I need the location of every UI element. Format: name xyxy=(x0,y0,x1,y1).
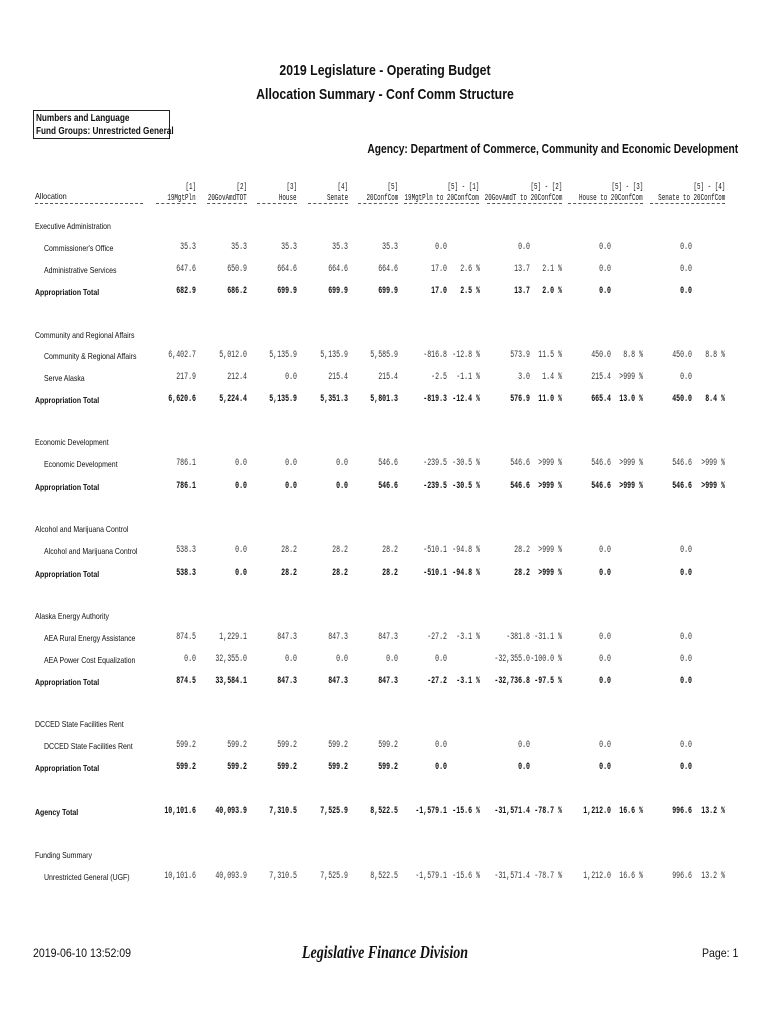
allocation-row-label: Unrestricted General (UGF) xyxy=(44,872,130,882)
table-cell: 699.9 xyxy=(378,286,398,297)
table-cell: 0.0 xyxy=(599,654,611,665)
filter-numbers-language: Numbers and Language xyxy=(36,113,130,124)
table-cell: 546.6 xyxy=(672,458,692,469)
table-cell: -100.0 % xyxy=(530,654,562,665)
table-cell: 546.6 xyxy=(378,481,398,492)
allocation-row-label: Serve Alaska xyxy=(44,373,85,383)
table-cell: 10,101.6 xyxy=(164,871,196,882)
table-cell: 647.6 xyxy=(176,264,196,275)
table-cell: 40,093.9 xyxy=(215,871,247,882)
table-cell: 13.2 % xyxy=(701,806,725,817)
table-cell: 0.0 xyxy=(386,654,398,665)
table-cell: 16.6 % xyxy=(619,806,643,817)
table-cell: 450.0 xyxy=(672,394,692,405)
filter-fund-groups: Fund Groups: Unrestricted General xyxy=(36,126,174,137)
table-cell: 35.3 xyxy=(382,242,398,253)
table-cell: -816.8 xyxy=(423,350,447,361)
table-cell: 35.3 xyxy=(332,242,348,253)
table-cell: 0.0 xyxy=(235,568,247,579)
table-cell: -30.5 % xyxy=(452,458,480,469)
table-cell: -27.2 xyxy=(427,632,447,643)
table-cell: -510.1 xyxy=(423,545,447,556)
table-cell: -30.5 % xyxy=(452,481,480,492)
table-cell: 5,351.3 xyxy=(320,394,348,405)
table-cell: 0.0 xyxy=(435,654,447,665)
page-number: Page: 1 xyxy=(701,946,738,960)
table-cell: 847.3 xyxy=(378,632,398,643)
column-header-name: 20GovAmdT to 20ConfCom xyxy=(484,192,562,203)
table-cell: 0.0 xyxy=(518,740,530,751)
table-cell: 13.7 xyxy=(514,264,530,275)
table-cell: 573.9 xyxy=(510,350,530,361)
table-cell: 0.0 xyxy=(599,286,611,297)
table-cell: 650.9 xyxy=(227,264,247,275)
table-cell: -31,571.4 xyxy=(494,871,530,882)
table-cell: 13.0 % xyxy=(619,394,643,405)
allocation-row-label: DCCED State Facilities Rent xyxy=(44,741,133,751)
report-subtitle: Allocation Summary - Conf Comm Structure xyxy=(256,86,514,103)
allocation-column-header: Allocation xyxy=(35,191,67,201)
table-cell: 8.8 % xyxy=(623,350,643,361)
table-cell: -1,579.1 xyxy=(415,871,447,882)
section-heading: Executive Administration xyxy=(35,221,111,231)
table-cell: 212.4 xyxy=(227,372,247,383)
table-cell: 0.0 xyxy=(599,545,611,556)
table-cell: 599.2 xyxy=(277,740,297,751)
table-cell: 664.6 xyxy=(277,264,297,275)
table-cell: 28.2 xyxy=(514,545,530,556)
table-cell: -239.5 xyxy=(423,481,447,492)
table-cell: 0.0 xyxy=(680,545,692,556)
column-header-number: [5] - [1] xyxy=(447,181,479,192)
table-cell: 215.4 xyxy=(591,372,611,383)
table-cell: 5,135.9 xyxy=(320,350,348,361)
table-cell: 6,620.6 xyxy=(168,394,196,405)
column-header-name: 19MgtPln to 20ConfCom xyxy=(404,192,479,203)
table-cell: 11.5 % xyxy=(538,350,562,361)
table-cell: 0.0 xyxy=(235,481,247,492)
table-cell: 0.0 xyxy=(680,654,692,665)
table-cell: 7,525.9 xyxy=(320,806,348,817)
column-header-name: 19MgtPln xyxy=(167,192,196,203)
agency-heading: Agency: Department of Commerce, Community and Economic Development xyxy=(367,142,738,156)
column-header-name: House xyxy=(279,192,297,203)
table-cell: 847.3 xyxy=(277,676,297,687)
section-heading: Economic Development xyxy=(35,437,109,447)
column-header-rule xyxy=(156,203,196,204)
table-cell: 599.2 xyxy=(378,740,398,751)
table-cell: >999 % xyxy=(619,481,643,492)
table-cell: -94.8 % xyxy=(452,545,480,556)
table-cell: 17.0 xyxy=(431,286,447,297)
column-header-number: [3] xyxy=(286,181,297,192)
table-cell: 699.9 xyxy=(328,286,348,297)
column-header-name: Senate to 20ConfCom xyxy=(657,192,725,203)
table-cell: >999 % xyxy=(538,545,562,556)
table-cell: 7,310.5 xyxy=(269,806,297,817)
allocation-row-label: AEA Rural Energy Assistance xyxy=(44,633,136,643)
table-cell: 0.0 xyxy=(336,654,348,665)
table-cell: 40,093.9 xyxy=(215,806,247,817)
column-header-number: [5] - [3] xyxy=(611,181,643,192)
report-title: 2019 Legislature - Operating Budget xyxy=(279,62,491,79)
table-cell: 847.3 xyxy=(328,632,348,643)
table-cell: 5,801.3 xyxy=(370,394,398,405)
table-cell: 5,224.4 xyxy=(219,394,247,405)
table-cell: 17.0 xyxy=(431,264,447,275)
table-cell: 28.2 xyxy=(332,545,348,556)
table-cell: 847.3 xyxy=(328,676,348,687)
table-cell: 0.0 xyxy=(518,242,530,253)
table-cell: 0.0 xyxy=(680,264,692,275)
table-cell: 546.6 xyxy=(672,481,692,492)
table-cell: 5,585.9 xyxy=(370,350,398,361)
table-cell: 996.6 xyxy=(672,806,692,817)
table-cell: 0.0 xyxy=(336,458,348,469)
column-header-rule xyxy=(404,203,479,204)
table-cell: 8,522.5 xyxy=(370,871,398,882)
table-cell: 0.0 xyxy=(285,654,297,665)
total-row-label: Agency Total xyxy=(35,807,79,817)
table-cell: 28.2 xyxy=(281,545,297,556)
table-cell: 35.3 xyxy=(231,242,247,253)
table-cell: 7,525.9 xyxy=(320,871,348,882)
table-cell: 0.0 xyxy=(599,568,611,579)
table-cell: 546.6 xyxy=(510,458,530,469)
table-cell: 0.0 xyxy=(680,676,692,687)
table-cell: 699.9 xyxy=(277,286,297,297)
table-cell: 664.6 xyxy=(378,264,398,275)
table-cell: -1.1 % xyxy=(456,372,480,383)
table-cell: 0.0 xyxy=(599,632,611,643)
table-cell: 0.0 xyxy=(680,372,692,383)
table-cell: 665.4 xyxy=(591,394,611,405)
column-header-number: [2] xyxy=(236,181,247,192)
table-cell: -819.3 xyxy=(423,394,447,405)
table-cell: >999 % xyxy=(619,458,643,469)
table-cell: -510.1 xyxy=(423,568,447,579)
table-cell: >999 % xyxy=(538,458,562,469)
legislative-finance-division-logo: Legislative Finance Division xyxy=(301,942,469,962)
total-row-label: Appropriation Total xyxy=(35,482,100,492)
table-cell: 8,522.5 xyxy=(370,806,398,817)
table-cell: 450.0 xyxy=(672,350,692,361)
table-cell: >999 % xyxy=(701,458,725,469)
table-cell: 215.4 xyxy=(328,372,348,383)
table-cell: 16.6 % xyxy=(619,871,643,882)
table-cell: 599.2 xyxy=(378,762,398,773)
column-header-number: [5] - [2] xyxy=(530,181,562,192)
column-header-number: [5] - [4] xyxy=(693,181,725,192)
table-cell: 0.0 xyxy=(285,458,297,469)
table-cell: 0.0 xyxy=(599,676,611,687)
table-cell: 0.0 xyxy=(599,242,611,253)
column-header-rule xyxy=(487,203,562,204)
table-cell: 576.9 xyxy=(510,394,530,405)
table-cell: >999 % xyxy=(701,481,725,492)
table-cell: 599.2 xyxy=(176,740,196,751)
table-cell: 28.2 xyxy=(382,568,398,579)
allocation-row-label: Community & Regional Affairs xyxy=(44,351,137,361)
table-cell: 2.6 % xyxy=(460,264,480,275)
table-cell: 996.6 xyxy=(672,871,692,882)
table-cell: 0.0 xyxy=(184,654,196,665)
table-cell: 32,355.0 xyxy=(215,654,247,665)
section-heading: Alcohol and Marijuana Control xyxy=(35,524,129,534)
table-cell: 35.3 xyxy=(180,242,196,253)
table-cell: 0.0 xyxy=(680,568,692,579)
table-cell: 0.0 xyxy=(518,762,530,773)
column-header-name: Senate xyxy=(326,192,348,203)
table-cell: 0.0 xyxy=(435,242,447,253)
column-header-rule xyxy=(308,203,348,204)
column-header-rule xyxy=(650,203,725,204)
table-cell: 0.0 xyxy=(599,762,611,773)
table-cell: 35.3 xyxy=(281,242,297,253)
table-cell: 8.8 % xyxy=(705,350,725,361)
table-cell: 28.2 xyxy=(332,568,348,579)
table-cell: -2.5 xyxy=(431,372,447,383)
table-cell: 2.0 % xyxy=(542,286,562,297)
allocation-row-label: Commissioner's Office xyxy=(44,243,114,253)
column-header-number: [1] xyxy=(185,181,196,192)
table-cell: 0.0 xyxy=(680,632,692,643)
column-header-number: [5] xyxy=(387,181,398,192)
section-heading: Community and Regional Affairs xyxy=(35,330,135,340)
table-cell: 0.0 xyxy=(336,481,348,492)
table-cell: -12.8 % xyxy=(452,350,480,361)
column-header-name: 20GovAmdTOT xyxy=(208,192,247,203)
table-cell: 7,310.5 xyxy=(269,871,297,882)
section-heading: Funding Summary xyxy=(35,850,92,860)
table-cell: -15.6 % xyxy=(452,806,480,817)
table-cell: -12.4 % xyxy=(452,394,480,405)
table-cell: 0.0 xyxy=(235,545,247,556)
table-cell: -78.7 % xyxy=(534,806,562,817)
column-header-name: House to 20ConfCom xyxy=(579,192,643,203)
table-cell: 13.2 % xyxy=(701,871,725,882)
column-header-name: 20ConfCom xyxy=(366,192,398,203)
table-cell: 0.0 xyxy=(285,481,297,492)
table-cell: -78.7 % xyxy=(534,871,562,882)
table-cell: 1,212.0 xyxy=(583,871,611,882)
table-cell: 0.0 xyxy=(680,762,692,773)
table-cell: 5,012.0 xyxy=(219,350,247,361)
table-cell: 0.0 xyxy=(599,264,611,275)
table-cell: 599.2 xyxy=(277,762,297,773)
table-cell: -1,579.1 xyxy=(415,806,447,817)
table-cell: 599.2 xyxy=(328,740,348,751)
column-header-rule xyxy=(568,203,643,204)
table-cell: 10,101.6 xyxy=(164,806,196,817)
table-cell: 0.0 xyxy=(599,740,611,751)
table-cell: 6,402.7 xyxy=(168,350,196,361)
table-cell: -31,571.4 xyxy=(494,806,530,817)
allocation-row-label: Administrative Services xyxy=(44,265,117,275)
table-cell: -32,355.0 xyxy=(494,654,530,665)
table-cell: 599.2 xyxy=(328,762,348,773)
table-cell: 538.3 xyxy=(176,545,196,556)
allocation-row-label: Alcohol and Marijuana Control xyxy=(44,546,138,556)
table-cell: 2.5 % xyxy=(460,286,480,297)
table-cell: 686.2 xyxy=(227,286,247,297)
table-cell: 0.0 xyxy=(435,740,447,751)
column-header-number: [4] xyxy=(337,181,348,192)
table-cell: 5,135.9 xyxy=(269,394,297,405)
section-heading: Alaska Energy Authority xyxy=(35,611,110,621)
table-cell: 0.0 xyxy=(285,372,297,383)
allocation-row-label: AEA Power Cost Equalization xyxy=(44,655,136,665)
table-cell: 786.1 xyxy=(176,458,196,469)
allocation-row-label: Economic Development xyxy=(44,459,118,469)
table-cell: 874.5 xyxy=(176,632,196,643)
total-row-label: Appropriation Total xyxy=(35,287,100,297)
table-cell: 847.3 xyxy=(277,632,297,643)
allocation-header-rule xyxy=(35,203,143,204)
table-cell: 1,212.0 xyxy=(583,806,611,817)
table-cell: 2.1 % xyxy=(542,264,562,275)
section-heading: DCCED State Facilities Rent xyxy=(35,719,124,729)
table-cell: -31.1 % xyxy=(534,632,562,643)
table-cell: 0.0 xyxy=(680,286,692,297)
table-cell: 0.0 xyxy=(680,740,692,751)
table-cell: 8.4 % xyxy=(705,394,725,405)
table-cell: >999 % xyxy=(538,481,562,492)
table-cell: 28.2 xyxy=(382,545,398,556)
table-cell: -239.5 xyxy=(423,458,447,469)
table-cell: 847.3 xyxy=(378,676,398,687)
total-row-label: Appropriation Total xyxy=(35,677,100,687)
table-cell: 5,135.9 xyxy=(269,350,297,361)
table-cell: 599.2 xyxy=(227,740,247,751)
table-cell: 0.0 xyxy=(435,762,447,773)
table-cell: 3.0 xyxy=(518,372,530,383)
table-cell: -15.6 % xyxy=(452,871,480,882)
table-cell: 28.2 xyxy=(514,568,530,579)
table-cell: 0.0 xyxy=(680,242,692,253)
table-cell: 450.0 xyxy=(591,350,611,361)
total-row-label: Appropriation Total xyxy=(35,763,100,773)
table-cell: 13.7 xyxy=(514,286,530,297)
table-cell: 11.0 % xyxy=(538,394,562,405)
table-cell: 1.4 % xyxy=(542,372,562,383)
table-cell: 0.0 xyxy=(235,458,247,469)
table-cell: 217.9 xyxy=(176,372,196,383)
table-cell: -3.1 % xyxy=(456,632,480,643)
table-cell: 664.6 xyxy=(328,264,348,275)
table-cell: 546.6 xyxy=(591,481,611,492)
total-row-label: Appropriation Total xyxy=(35,569,100,579)
table-cell: >999 % xyxy=(619,372,643,383)
column-header-rule xyxy=(207,203,247,204)
total-row-label: Appropriation Total xyxy=(35,395,100,405)
table-cell: -32,736.8 xyxy=(494,676,530,687)
report-timestamp: 2019-06-10 13:52:09 xyxy=(33,946,132,960)
table-cell: -381.8 xyxy=(506,632,530,643)
table-cell: 33,584.1 xyxy=(215,676,247,687)
table-cell: -97.5 % xyxy=(534,676,562,687)
filter-box xyxy=(33,110,174,139)
table-cell: 1,229.1 xyxy=(219,632,247,643)
table-cell: 546.6 xyxy=(510,481,530,492)
table-cell: 28.2 xyxy=(281,568,297,579)
table-cell: 215.4 xyxy=(378,372,398,383)
table-cell: 786.1 xyxy=(176,481,196,492)
table-cell: 546.6 xyxy=(378,458,398,469)
table-cell: 546.6 xyxy=(591,458,611,469)
table-cell: 682.9 xyxy=(176,286,196,297)
table-cell: 599.2 xyxy=(176,762,196,773)
table-cell: -3.1 % xyxy=(456,676,480,687)
table-cell: 538.3 xyxy=(176,568,196,579)
column-header-rule xyxy=(257,203,297,204)
table-cell: 874.5 xyxy=(176,676,196,687)
column-header-rule xyxy=(358,203,398,204)
table-cell: 599.2 xyxy=(227,762,247,773)
table-cell: -94.8 % xyxy=(452,568,480,579)
table-cell: -27.2 xyxy=(427,676,447,687)
table-cell: >999 % xyxy=(538,568,562,579)
